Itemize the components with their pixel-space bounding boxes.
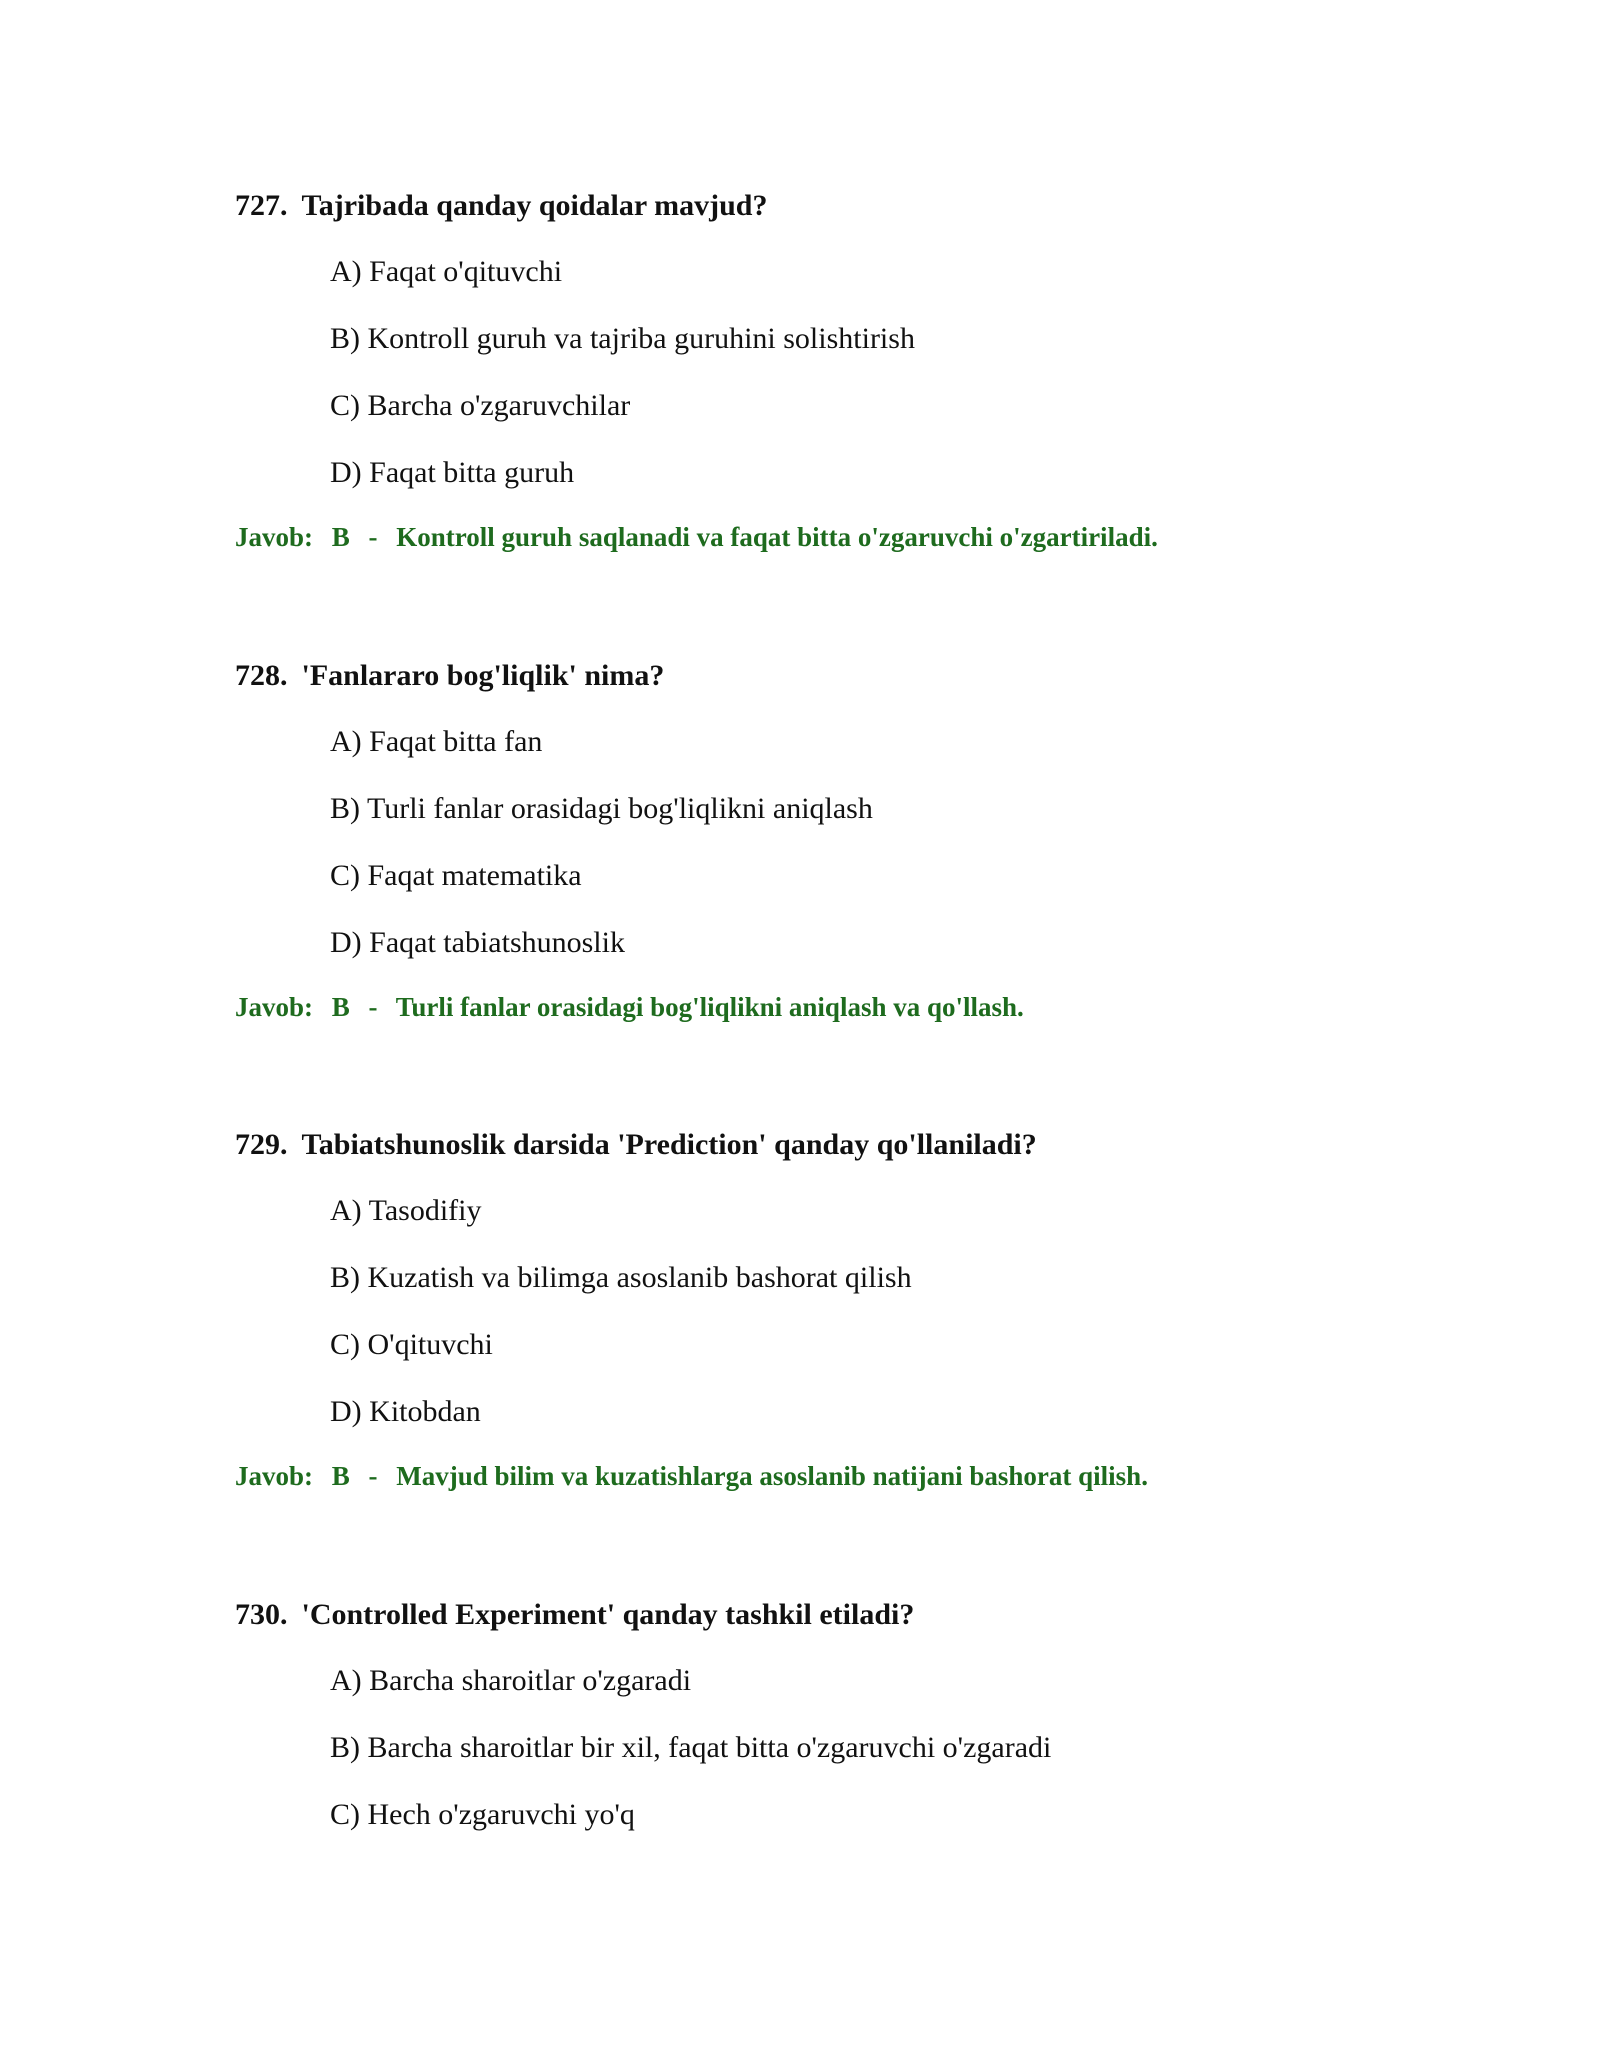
question-text: Tabiatshunoslik darsida 'Prediction' qanday qo'llaniladi? — [301, 1128, 1037, 1161]
answer-line — [235, 991, 1395, 1023]
question-title — [235, 188, 1395, 224]
option-b: B) Kontroll guruh va tajriba guruhini solishtirish — [330, 322, 915, 355]
option-a: A) Faqat o'qituvchi — [330, 255, 563, 288]
answer-explanation: Mavjud bilim va kuzatishlarga asoslanib natijani bashorat qilish. — [396, 1461, 1148, 1491]
option-c: C) Hech o'zgaruvchi yo'q — [330, 1798, 635, 1831]
answer-line — [235, 1460, 1395, 1492]
question-title — [235, 1597, 1395, 1633]
question-727 — [235, 188, 1395, 553]
answer-dash: - — [368, 1461, 378, 1491]
question-728 — [235, 658, 1395, 1023]
answer-dash: - — [368, 522, 378, 552]
question-number: 727. — [235, 189, 288, 222]
option-c: C) Faqat matematika — [330, 859, 582, 892]
question-text: Tajribada qanday qoidalar mavjud? — [301, 189, 768, 222]
option-b: B) Kuzatish va bilimga asoslanib bashorat qilish — [330, 1261, 912, 1294]
answer-letter: B — [331, 1461, 350, 1491]
option-d: D) Kitobdan — [330, 1395, 481, 1428]
option-d: D) Faqat tabiatshunoslik — [330, 926, 625, 959]
answer-label: Javob: — [235, 522, 314, 552]
answer-letter: B — [331, 992, 350, 1022]
option-a: A) Faqat bitta fan — [330, 725, 543, 758]
question-text: 'Controlled Experiment' qanday tashkil etiladi? — [301, 1598, 915, 1631]
question-number: 728. — [235, 659, 288, 692]
option-d: D) Faqat bitta guruh — [330, 456, 575, 489]
question-title — [235, 658, 1395, 694]
option-a: A) Barcha sharoitlar o'zgaradi — [330, 1664, 692, 1697]
question-730 — [235, 1597, 1395, 1833]
answer-explanation: Kontroll guruh saqlanadi va faqat bitta o'zgaruvchi o'zgartiriladi. — [396, 522, 1158, 552]
option-a: A) Tasodifiy — [330, 1194, 482, 1227]
option-b: B) Turli fanlar orasidagi bog'liqlikni aniqlash — [330, 792, 873, 825]
question-number: 730. — [235, 1598, 288, 1631]
option-c: C) O'qituvchi — [330, 1328, 493, 1361]
question-title — [235, 1127, 1395, 1163]
option-b: B) Barcha sharoitlar bir xil, faqat bitta o'zgaruvchi o'zgaradi — [330, 1731, 1052, 1764]
option-c: C) Barcha o'zgaruvchilar — [330, 389, 631, 422]
answer-label: Javob: — [235, 992, 314, 1022]
question-number: 729. — [235, 1128, 288, 1161]
question-729 — [235, 1127, 1395, 1492]
answer-dash: - — [368, 992, 378, 1022]
answer-explanation: Turli fanlar orasidagi bog'liqlikni aniqlash va qo'llash. — [395, 992, 1024, 1022]
answer-label: Javob: — [235, 1461, 314, 1491]
answer-letter: B — [331, 522, 350, 552]
question-text: 'Fanlararo bog'liqlik' nima? — [301, 659, 665, 692]
answer-line — [235, 521, 1395, 553]
